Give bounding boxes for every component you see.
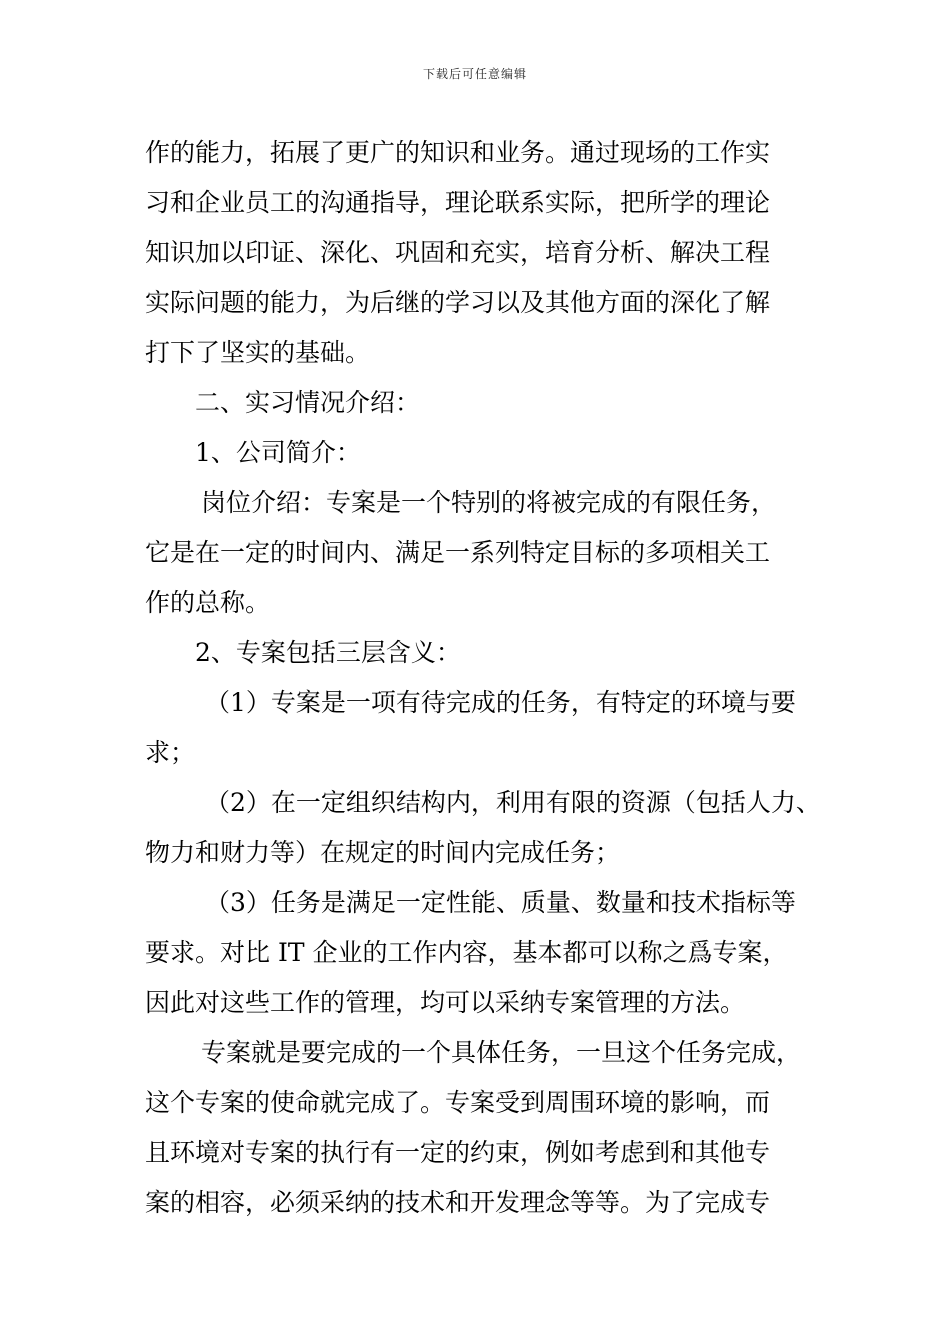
list-item: （2）在一定组织结构内，利用有限的资源（包括人力、 (205, 788, 821, 817)
text-line: 且环境对专案的执行有一定的约束，例如考虑到和其他专 (145, 1138, 771, 1167)
subsection-heading: 1、公司简介： (195, 438, 361, 467)
list-item: （3）任务是满足一定性能、质量、数量和技术指标等 (205, 888, 796, 917)
text-line: 案的相容，必须采纳的技术和开发理念等等。为了完成专 (145, 1188, 771, 1217)
text-line: 求； (145, 738, 196, 767)
text-line: 这个专案的使命就完成了。专案受到周围环境的影响，而 (145, 1088, 771, 1117)
document-body (145, 128, 845, 1228)
text-line: 物力和财力等）在规定的时间内完成任务； (145, 838, 621, 867)
text-line: 知识加以印证、深化、巩固和充实，培育分析、解决工程 (145, 238, 771, 267)
text-line: 习和企业员工的沟通指导，理论联系实际，把所学的理论 (145, 188, 771, 217)
text-line: 打下了坚实的基础。 (145, 338, 371, 367)
text-line: 要求。对比 IT 企业的工作内容，基本都可以称之爲专案， (145, 938, 788, 967)
text-line: 作的总称。 (145, 588, 271, 617)
text-line: 实际问题的能力，为后继的学习以及其他方面的深化了解 (145, 288, 771, 317)
list-item: （1）专案是一项有待完成的任务，有特定的环境与要 (205, 688, 796, 717)
subsection-heading: 2、专案包括三层含义： (195, 638, 461, 667)
text-line: 专案就是要完成的一个具体任务，一旦这个任务完成， (201, 1038, 802, 1067)
text-line: 岗位介绍：专案是一个特别的将被完成的有限任务， (201, 488, 777, 517)
text-line: 它是在一定的时间内、满足一系列特定目标的多项相关工 (145, 538, 771, 567)
section-heading: 二、实习情况介绍： (195, 388, 421, 417)
text-line: 作的能力，拓展了更广的知识和业务。通过现场的工作实 (145, 138, 771, 167)
text-line: 因此对这些工作的管理，均可以采纳专案管理的方法。 (145, 988, 746, 1017)
page-header: 下载后可任意编辑 (422, 67, 527, 81)
